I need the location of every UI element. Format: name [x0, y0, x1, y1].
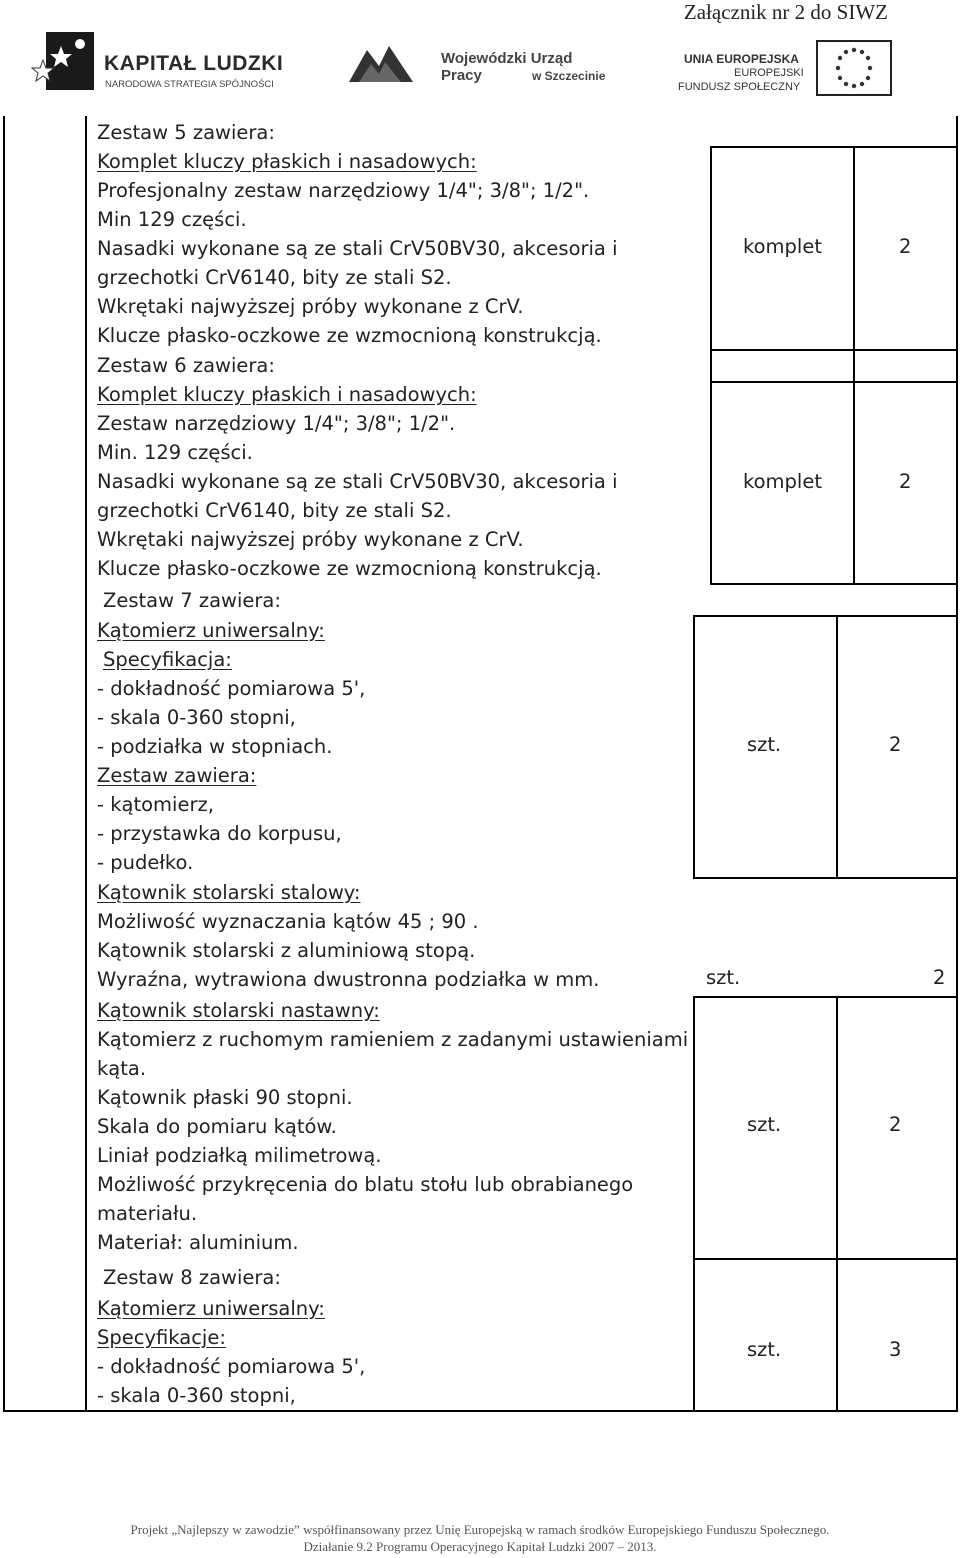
ue-line3: FUNDUSZ SPOŁECZNY [678, 81, 801, 93]
row5-line: kąta. [97, 1057, 147, 1080]
row4-qty: 2 [933, 966, 946, 989]
row6-unit: szt. [747, 1338, 782, 1361]
row5-qty: 2 [889, 1113, 902, 1136]
row3-line: - pudełko. [97, 851, 194, 874]
row6-line: Specyfikacje: [97, 1326, 226, 1349]
row1-unit: komplet [743, 235, 822, 258]
attachment-label: Załącznik nr 2 do SIWZ [683, 0, 888, 24]
row4-line: Kątownik stolarski z aluminiową stopą. [97, 939, 476, 962]
row3-line: Kątomierz uniwersalny: [97, 619, 325, 642]
row2-line: Nasadki wykonane są ze stali CrV50BV30, akcesoria i [97, 470, 618, 493]
row1-title: Zestaw 5 zawiera: [97, 121, 275, 144]
logo-ue [676, 46, 896, 108]
row3-unit: szt. [747, 733, 782, 756]
row4-line: Wyraźna, wytrawiona dwustronna podziałka w mm. [97, 968, 600, 991]
footer-line2: Działanie 9.2 Programu Operacyjnego Kapitał Ludzki 2007 – 2013. [303, 1539, 657, 1554]
kl-subtitle: NARODOWA STRATEGIA SPÓJNOŚCI [105, 79, 274, 90]
ue-line1: UNIA EUROPEJSKA [684, 52, 799, 66]
row3-line: Zestaw zawiera: [97, 764, 257, 787]
logo-wup [345, 40, 615, 100]
row3-title: Zestaw 7 zawiera: [103, 589, 281, 612]
row1-line: Wkrętaki najwyższej próby wykonane z CrV. [97, 295, 524, 318]
row4-title: Kątownik stolarski stalowy: [97, 881, 361, 904]
wup-emblem-icon [345, 40, 417, 92]
row2-line: Komplet kluczy płaskich i nasadowych: [97, 383, 477, 406]
row4-line: Możliwość wyznaczania kątów 45 ; 90 . [97, 910, 479, 933]
row5-line: Liniał podziałką milimetrową. [97, 1144, 382, 1167]
wup-line2: w Szczecinie [532, 69, 606, 83]
row2-title: Zestaw 6 zawiera: [97, 354, 275, 377]
row5-line: materiału. [97, 1202, 198, 1225]
row6-title: Zestaw 8 zawiera: [103, 1266, 281, 1289]
row3-line: Specyfikacja: [103, 648, 232, 671]
eu-flag-icon [816, 40, 892, 96]
row3-line: - przystawka do korpusu, [97, 822, 342, 845]
row3-line: - kątomierz, [97, 793, 214, 816]
footer-line1: Projekt „Najlepszy w zawodzie” współfinansowany przez Unię Europejską w ramach środków Europejskiego Funduszu Społecznego. [130, 1522, 830, 1537]
row6-line: Kątomierz uniwersalny: [97, 1297, 325, 1320]
kl-emblem-icon [28, 24, 98, 102]
ue-line2: EUROPEJSKI [734, 67, 804, 79]
row2-line: Wkrętaki najwyższej próby wykonane z CrV. [97, 528, 524, 551]
row3-line: - dokładność pomiarowa 5', [97, 677, 366, 700]
row1-line: Nasadki wykonane są ze stali CrV50BV30, akcesoria i [97, 237, 618, 260]
row6-line: - skala 0-360 stopni, [97, 1384, 296, 1407]
row3-line: - podziałka w stopniach. [97, 735, 333, 758]
row2-line: Klucze płasko-oczkowe ze wzmocnioną konstrukcją. [97, 557, 602, 580]
kl-title: KAPITAŁ LUDZKI [104, 52, 284, 75]
row3-qty: 2 [889, 733, 902, 756]
row5-line: Skala do pomiaru kątów. [97, 1115, 337, 1138]
row2-line: Min. 129 części. [97, 441, 253, 464]
row1-line: Min 129 części. [97, 208, 247, 231]
row2-unit: komplet [743, 470, 822, 493]
wup-line1: Wojewódzki Urząd Pracy [441, 50, 573, 84]
row6-qty: 3 [889, 1338, 902, 1361]
row5-unit: szt. [747, 1113, 782, 1136]
row1-line: Klucze płasko-oczkowe ze wzmocnioną konstrukcją. [97, 324, 602, 347]
row5-line: Kątomierz z ruchomym ramieniem z zadanymi ustawieniami [97, 1028, 689, 1051]
row5-title: Kątownik stolarski nastawny: [97, 999, 380, 1022]
row1-line: Profesjonalny zestaw narzędziowy 1/4"; 3/8"; 1/2". [97, 179, 590, 202]
row4-unit: szt. [706, 966, 741, 989]
row5-line: Kątownik płaski 90 stopni. [97, 1086, 353, 1109]
row2-line: grzechotki CrV6140, bity ze stali S2. [97, 499, 452, 522]
row2-qty: 2 [899, 470, 912, 493]
logo-kapital-ludzki [28, 24, 288, 104]
row5-line: Możliwość przykręcenia do blatu stołu lub obrabianego [97, 1173, 634, 1196]
row6-line: - dokładność pomiarowa 5', [97, 1355, 366, 1378]
row3-line: - skala 0-360 stopni, [97, 706, 296, 729]
row1-qty: 2 [899, 235, 912, 258]
row1-line: grzechotki CrV6140, bity ze stali S2. [97, 266, 452, 289]
row2-line: Zestaw narzędziowy 1/4"; 3/8"; 1/2". [97, 412, 456, 435]
row1-line: Komplet kluczy płaskich i nasadowych: [97, 150, 477, 173]
row5-line: Materiał: aluminium. [97, 1231, 299, 1254]
